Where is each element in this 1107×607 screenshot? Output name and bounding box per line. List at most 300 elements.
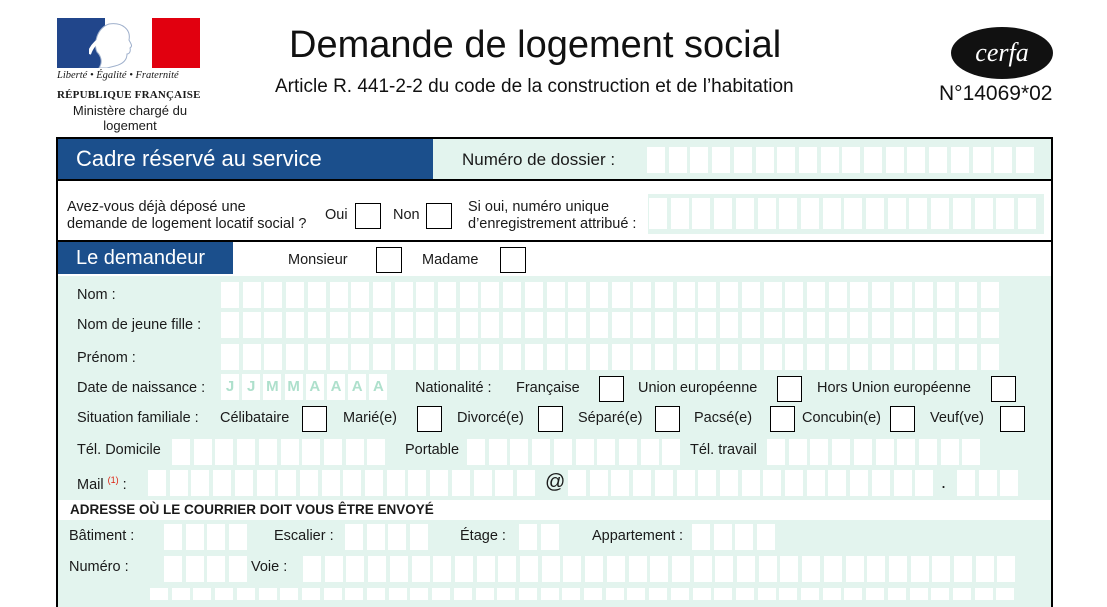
char-cell[interactable] xyxy=(698,312,716,338)
char-cell[interactable] xyxy=(759,556,777,582)
char-cell[interactable] xyxy=(888,198,906,229)
char-cell[interactable] xyxy=(807,282,825,308)
oui-checkbox[interactable] xyxy=(355,203,381,229)
madame-checkbox[interactable] xyxy=(500,247,526,273)
char-cell[interactable] xyxy=(264,312,282,338)
char-cell[interactable] xyxy=(207,524,225,550)
char-cell[interactable] xyxy=(164,524,182,550)
char-cell[interactable] xyxy=(612,312,630,338)
char-cell[interactable] xyxy=(953,588,971,600)
char-cell[interactable] xyxy=(627,588,645,600)
char-cell[interactable] xyxy=(351,312,369,338)
char-cell[interactable] xyxy=(810,439,828,465)
char-cell[interactable] xyxy=(510,439,528,465)
char-cell[interactable] xyxy=(854,439,872,465)
char-cell[interactable] xyxy=(864,147,882,173)
char-cell[interactable] xyxy=(714,198,732,229)
char-cell[interactable] xyxy=(590,344,608,370)
char-cell[interactable] xyxy=(481,282,499,308)
char-cell[interactable] xyxy=(532,439,550,465)
char-cell[interactable] xyxy=(832,439,850,465)
char-cell[interactable] xyxy=(672,556,690,582)
sit-marie-checkbox[interactable] xyxy=(417,406,442,432)
char-cell[interactable] xyxy=(931,588,949,600)
char-cell[interactable] xyxy=(221,312,239,338)
char-cell[interactable] xyxy=(1018,198,1036,229)
char-cell[interactable] xyxy=(373,312,391,338)
char-cell[interactable] xyxy=(973,147,991,173)
char-cell[interactable] xyxy=(692,198,710,229)
char-cell[interactable] xyxy=(821,147,839,173)
char-cell[interactable] xyxy=(894,282,912,308)
char-cell[interactable] xyxy=(867,556,885,582)
char-cell[interactable] xyxy=(692,524,710,550)
char-cell[interactable] xyxy=(243,282,261,308)
char-cell[interactable] xyxy=(430,470,448,496)
char-cell[interactable] xyxy=(278,470,296,496)
char-cell[interactable] xyxy=(633,470,651,496)
char-cell[interactable] xyxy=(909,198,927,229)
char-cell[interactable] xyxy=(951,147,969,173)
char-cell[interactable] xyxy=(345,524,363,550)
char-cell[interactable] xyxy=(264,344,282,370)
char-cell[interactable] xyxy=(193,588,211,600)
char-cell[interactable] xyxy=(562,588,580,600)
char-cell[interactable] xyxy=(994,147,1012,173)
char-cell[interactable] xyxy=(715,556,733,582)
char-cell[interactable] xyxy=(742,470,760,496)
char-cell[interactable] xyxy=(519,588,537,600)
char-cell[interactable] xyxy=(308,312,326,338)
char-cell[interactable] xyxy=(694,556,712,582)
char-cell[interactable] xyxy=(742,344,760,370)
date-char-cell[interactable]: J xyxy=(242,374,260,400)
char-cell[interactable] xyxy=(910,588,928,600)
char-cell[interactable] xyxy=(886,147,904,173)
char-cell[interactable] xyxy=(954,556,972,582)
char-cell[interactable] xyxy=(568,282,586,308)
char-cell[interactable] xyxy=(172,588,190,600)
char-cell[interactable] xyxy=(975,588,993,600)
char-cell[interactable] xyxy=(568,344,586,370)
char-cell[interactable] xyxy=(460,312,478,338)
char-cell[interactable] xyxy=(979,470,997,496)
char-cell[interactable] xyxy=(677,282,695,308)
char-cell[interactable] xyxy=(481,344,499,370)
char-cell[interactable] xyxy=(416,282,434,308)
char-cell[interactable] xyxy=(346,439,364,465)
char-cell[interactable] xyxy=(433,556,451,582)
char-cell[interactable] xyxy=(655,470,673,496)
char-cell[interactable] xyxy=(996,588,1014,600)
char-cell[interactable] xyxy=(547,344,565,370)
char-cell[interactable] xyxy=(777,147,795,173)
char-cell[interactable] xyxy=(308,344,326,370)
char-cell[interactable] xyxy=(229,556,247,582)
char-cell[interactable] xyxy=(842,147,860,173)
char-cell[interactable] xyxy=(351,344,369,370)
char-cell[interactable] xyxy=(671,198,689,229)
char-cell[interactable] xyxy=(525,282,543,308)
char-cell[interactable] xyxy=(619,439,637,465)
char-cell[interactable] xyxy=(387,470,405,496)
char-cell[interactable] xyxy=(807,312,825,338)
char-cell[interactable] xyxy=(367,524,385,550)
char-cell[interactable] xyxy=(408,470,426,496)
char-cell[interactable] xyxy=(215,439,233,465)
char-cell[interactable] xyxy=(698,344,716,370)
char-cell[interactable] xyxy=(194,439,212,465)
char-cell[interactable] xyxy=(351,282,369,308)
char-cell[interactable] xyxy=(802,556,820,582)
char-cell[interactable] xyxy=(779,198,797,229)
char-cell[interactable] xyxy=(542,556,560,582)
char-cell[interactable] xyxy=(720,312,738,338)
char-cell[interactable] xyxy=(894,470,912,496)
char-cell[interactable] xyxy=(1000,470,1018,496)
nat-francaise-checkbox[interactable] xyxy=(599,376,624,402)
char-cell[interactable] xyxy=(476,588,494,600)
char-cell[interactable] xyxy=(764,344,782,370)
char-cell[interactable] xyxy=(547,282,565,308)
char-cell[interactable] xyxy=(325,556,343,582)
char-cell[interactable] xyxy=(280,588,298,600)
date-char-cell[interactable]: A xyxy=(306,374,324,400)
char-cell[interactable] xyxy=(655,344,673,370)
char-cell[interactable] xyxy=(785,470,803,496)
char-cell[interactable] xyxy=(662,439,680,465)
char-cell[interactable] xyxy=(235,470,253,496)
char-cell[interactable] xyxy=(866,588,884,600)
char-cell[interactable] xyxy=(763,470,781,496)
char-cell[interactable] xyxy=(959,312,977,338)
char-cell[interactable] xyxy=(915,344,933,370)
char-cell[interactable] xyxy=(844,198,862,229)
char-cell[interactable] xyxy=(300,470,318,496)
char-cell[interactable] xyxy=(237,588,255,600)
char-cell[interactable] xyxy=(373,344,391,370)
char-cell[interactable] xyxy=(495,470,513,496)
char-cell[interactable] xyxy=(767,439,785,465)
char-cell[interactable] xyxy=(897,439,915,465)
char-cell[interactable] xyxy=(649,198,667,229)
char-cell[interactable] xyxy=(756,147,774,173)
char-cell[interactable] xyxy=(959,282,977,308)
char-cell[interactable] xyxy=(850,282,868,308)
char-cell[interactable] xyxy=(785,344,803,370)
char-cell[interactable] xyxy=(850,312,868,338)
char-cell[interactable] xyxy=(460,282,478,308)
char-cell[interactable] xyxy=(164,556,182,582)
char-cell[interactable] xyxy=(894,344,912,370)
char-cell[interactable] xyxy=(698,282,716,308)
char-cell[interactable] xyxy=(597,439,615,465)
char-cell[interactable] xyxy=(937,344,955,370)
char-cell[interactable] xyxy=(633,344,651,370)
char-cell[interactable] xyxy=(736,588,754,600)
char-cell[interactable] xyxy=(764,282,782,308)
char-cell[interactable] xyxy=(1016,147,1034,173)
char-cell[interactable] xyxy=(976,556,994,582)
date-char-cell[interactable]: A xyxy=(327,374,345,400)
char-cell[interactable] xyxy=(629,556,647,582)
char-cell[interactable] xyxy=(649,588,667,600)
sit-celibataire-checkbox[interactable] xyxy=(302,406,327,432)
char-cell[interactable] xyxy=(324,439,342,465)
char-cell[interactable] xyxy=(568,312,586,338)
char-cell[interactable] xyxy=(148,470,166,496)
char-cell[interactable] xyxy=(264,282,282,308)
char-cell[interactable] xyxy=(221,344,239,370)
char-cell[interactable] xyxy=(322,470,340,496)
char-cell[interactable] xyxy=(872,470,890,496)
char-cell[interactable] xyxy=(477,556,495,582)
char-cell[interactable] xyxy=(828,470,846,496)
char-cell[interactable] xyxy=(373,282,391,308)
char-cell[interactable] xyxy=(368,556,386,582)
char-cell[interactable] xyxy=(489,439,507,465)
char-cell[interactable] xyxy=(412,556,430,582)
nat-hors-ue-checkbox[interactable] xyxy=(991,376,1016,402)
char-cell[interactable] xyxy=(207,556,225,582)
char-cell[interactable] xyxy=(876,439,894,465)
char-cell[interactable] xyxy=(937,282,955,308)
char-cell[interactable] xyxy=(764,312,782,338)
char-cell[interactable] xyxy=(997,556,1015,582)
char-cell[interactable] xyxy=(981,312,999,338)
char-cell[interactable] xyxy=(237,439,255,465)
char-cell[interactable] xyxy=(919,439,937,465)
char-cell[interactable] xyxy=(677,344,695,370)
char-cell[interactable] xyxy=(735,524,753,550)
char-cell[interactable] xyxy=(281,439,299,465)
date-char-cell[interactable]: A xyxy=(348,374,366,400)
char-cell[interactable] xyxy=(286,344,304,370)
char-cell[interactable] xyxy=(455,556,473,582)
date-char-cell[interactable]: A xyxy=(369,374,387,400)
char-cell[interactable] xyxy=(937,312,955,338)
char-cell[interactable] xyxy=(606,588,624,600)
char-cell[interactable] xyxy=(454,588,472,600)
char-cell[interactable] xyxy=(829,312,847,338)
char-cell[interactable] xyxy=(872,282,890,308)
char-cell[interactable] xyxy=(474,470,492,496)
char-cell[interactable] xyxy=(941,439,959,465)
char-cell[interactable] xyxy=(641,439,659,465)
char-cell[interactable] xyxy=(367,439,385,465)
char-cell[interactable] xyxy=(650,556,668,582)
nat-ue-checkbox[interactable] xyxy=(777,376,802,402)
char-cell[interactable] xyxy=(525,344,543,370)
char-cell[interactable] xyxy=(932,556,950,582)
char-cell[interactable] xyxy=(438,282,456,308)
char-cell[interactable] xyxy=(612,282,630,308)
char-cell[interactable] xyxy=(221,282,239,308)
char-cell[interactable] xyxy=(807,344,825,370)
char-cell[interactable] xyxy=(590,312,608,338)
char-cell[interactable] xyxy=(757,524,775,550)
char-cell[interactable] xyxy=(647,147,665,173)
char-cell[interactable] xyxy=(541,588,559,600)
char-cell[interactable] xyxy=(330,344,348,370)
char-cell[interactable] xyxy=(915,282,933,308)
char-cell[interactable] xyxy=(345,588,363,600)
char-cell[interactable] xyxy=(585,556,603,582)
char-cell[interactable] xyxy=(563,556,581,582)
char-cell[interactable] xyxy=(257,470,275,496)
char-cell[interactable] xyxy=(519,524,537,550)
char-cell[interactable] xyxy=(736,198,754,229)
char-cell[interactable] xyxy=(612,344,630,370)
char-cell[interactable] xyxy=(503,312,521,338)
char-cell[interactable] xyxy=(286,282,304,308)
char-cell[interactable] xyxy=(395,344,413,370)
char-cell[interactable] xyxy=(390,556,408,582)
char-cell[interactable] xyxy=(907,147,925,173)
char-cell[interactable] xyxy=(259,439,277,465)
char-cell[interactable] xyxy=(498,556,516,582)
char-cell[interactable] xyxy=(150,588,168,600)
char-cell[interactable] xyxy=(541,524,559,550)
date-char-cell[interactable]: M xyxy=(263,374,281,400)
char-cell[interactable] xyxy=(677,470,695,496)
char-cell[interactable] xyxy=(872,312,890,338)
char-cell[interactable] xyxy=(677,312,695,338)
char-cell[interactable] xyxy=(186,556,204,582)
char-cell[interactable] xyxy=(931,198,949,229)
char-cell[interactable] xyxy=(712,147,730,173)
char-cell[interactable] xyxy=(308,282,326,308)
char-cell[interactable] xyxy=(690,147,708,173)
char-cell[interactable] xyxy=(395,312,413,338)
date-char-cell[interactable]: M xyxy=(285,374,303,400)
char-cell[interactable] xyxy=(693,588,711,600)
char-cell[interactable] xyxy=(213,470,231,496)
char-cell[interactable] xyxy=(410,524,428,550)
char-cell[interactable] xyxy=(460,344,478,370)
char-cell[interactable] xyxy=(611,470,629,496)
char-cell[interactable] xyxy=(590,470,608,496)
char-cell[interactable] xyxy=(655,282,673,308)
char-cell[interactable] xyxy=(467,439,485,465)
char-cell[interactable] xyxy=(584,588,602,600)
char-cell[interactable] xyxy=(302,588,320,600)
char-cell[interactable] xyxy=(996,198,1014,229)
char-cell[interactable] xyxy=(633,312,651,338)
char-cell[interactable] xyxy=(850,470,868,496)
char-cell[interactable] xyxy=(872,344,890,370)
char-cell[interactable] xyxy=(607,556,625,582)
char-cell[interactable] xyxy=(590,282,608,308)
char-cell[interactable] xyxy=(554,439,572,465)
char-cell[interactable] xyxy=(785,282,803,308)
char-cell[interactable] xyxy=(576,439,594,465)
char-cell[interactable] xyxy=(389,588,407,600)
char-cell[interactable] xyxy=(191,470,209,496)
char-cell[interactable] xyxy=(303,556,321,582)
char-cell[interactable] xyxy=(698,470,716,496)
char-cell[interactable] xyxy=(215,588,233,600)
char-cell[interactable] xyxy=(633,282,651,308)
char-cell[interactable] xyxy=(286,312,304,338)
char-cell[interactable] xyxy=(737,556,755,582)
char-cell[interactable] xyxy=(981,344,999,370)
char-cell[interactable] xyxy=(346,556,364,582)
char-cell[interactable] xyxy=(889,556,907,582)
char-cell[interactable] xyxy=(915,470,933,496)
char-cell[interactable] xyxy=(823,198,841,229)
char-cell[interactable] xyxy=(547,312,565,338)
char-cell[interactable] xyxy=(789,439,807,465)
char-cell[interactable] xyxy=(779,588,797,600)
char-cell[interactable] xyxy=(367,588,385,600)
char-cell[interactable] xyxy=(243,312,261,338)
char-cell[interactable] xyxy=(324,588,342,600)
char-cell[interactable] xyxy=(503,282,521,308)
char-cell[interactable] xyxy=(975,198,993,229)
char-cell[interactable] xyxy=(172,439,190,465)
char-cell[interactable] xyxy=(714,524,732,550)
char-cell[interactable] xyxy=(846,556,864,582)
char-cell[interactable] xyxy=(742,282,760,308)
char-cell[interactable] xyxy=(330,282,348,308)
char-cell[interactable] xyxy=(343,470,361,496)
char-cell[interactable] xyxy=(829,282,847,308)
char-cell[interactable] xyxy=(850,344,868,370)
char-cell[interactable] xyxy=(497,588,515,600)
char-cell[interactable] xyxy=(432,588,450,600)
char-cell[interactable] xyxy=(720,282,738,308)
char-cell[interactable] xyxy=(170,470,188,496)
char-cell[interactable] xyxy=(957,470,975,496)
char-cell[interactable] xyxy=(243,344,261,370)
char-cell[interactable] xyxy=(669,147,687,173)
char-cell[interactable] xyxy=(259,588,277,600)
sit-pacse-checkbox[interactable] xyxy=(770,406,795,432)
char-cell[interactable] xyxy=(780,556,798,582)
char-cell[interactable] xyxy=(720,470,738,496)
sit-separe-checkbox[interactable] xyxy=(655,406,680,432)
char-cell[interactable] xyxy=(953,198,971,229)
char-cell[interactable] xyxy=(229,524,247,550)
char-cell[interactable] xyxy=(734,147,752,173)
char-cell[interactable] xyxy=(929,147,947,173)
char-cell[interactable] xyxy=(844,588,862,600)
date-char-cell[interactable]: J xyxy=(221,374,239,400)
monsieur-checkbox[interactable] xyxy=(376,247,402,273)
char-cell[interactable] xyxy=(866,198,884,229)
sit-divorce-checkbox[interactable] xyxy=(538,406,563,432)
char-cell[interactable] xyxy=(911,556,929,582)
char-cell[interactable] xyxy=(801,588,819,600)
char-cell[interactable] xyxy=(438,312,456,338)
char-cell[interactable] xyxy=(894,312,912,338)
char-cell[interactable] xyxy=(568,470,586,496)
sit-veuf-checkbox[interactable] xyxy=(1000,406,1025,432)
char-cell[interactable] xyxy=(330,312,348,338)
char-cell[interactable] xyxy=(981,282,999,308)
char-cell[interactable] xyxy=(520,556,538,582)
char-cell[interactable] xyxy=(481,312,499,338)
char-cell[interactable] xyxy=(388,524,406,550)
char-cell[interactable] xyxy=(503,344,521,370)
char-cell[interactable] xyxy=(302,439,320,465)
char-cell[interactable] xyxy=(517,470,535,496)
char-cell[interactable] xyxy=(365,470,383,496)
char-cell[interactable] xyxy=(410,588,428,600)
char-cell[interactable] xyxy=(416,344,434,370)
char-cell[interactable] xyxy=(452,470,470,496)
